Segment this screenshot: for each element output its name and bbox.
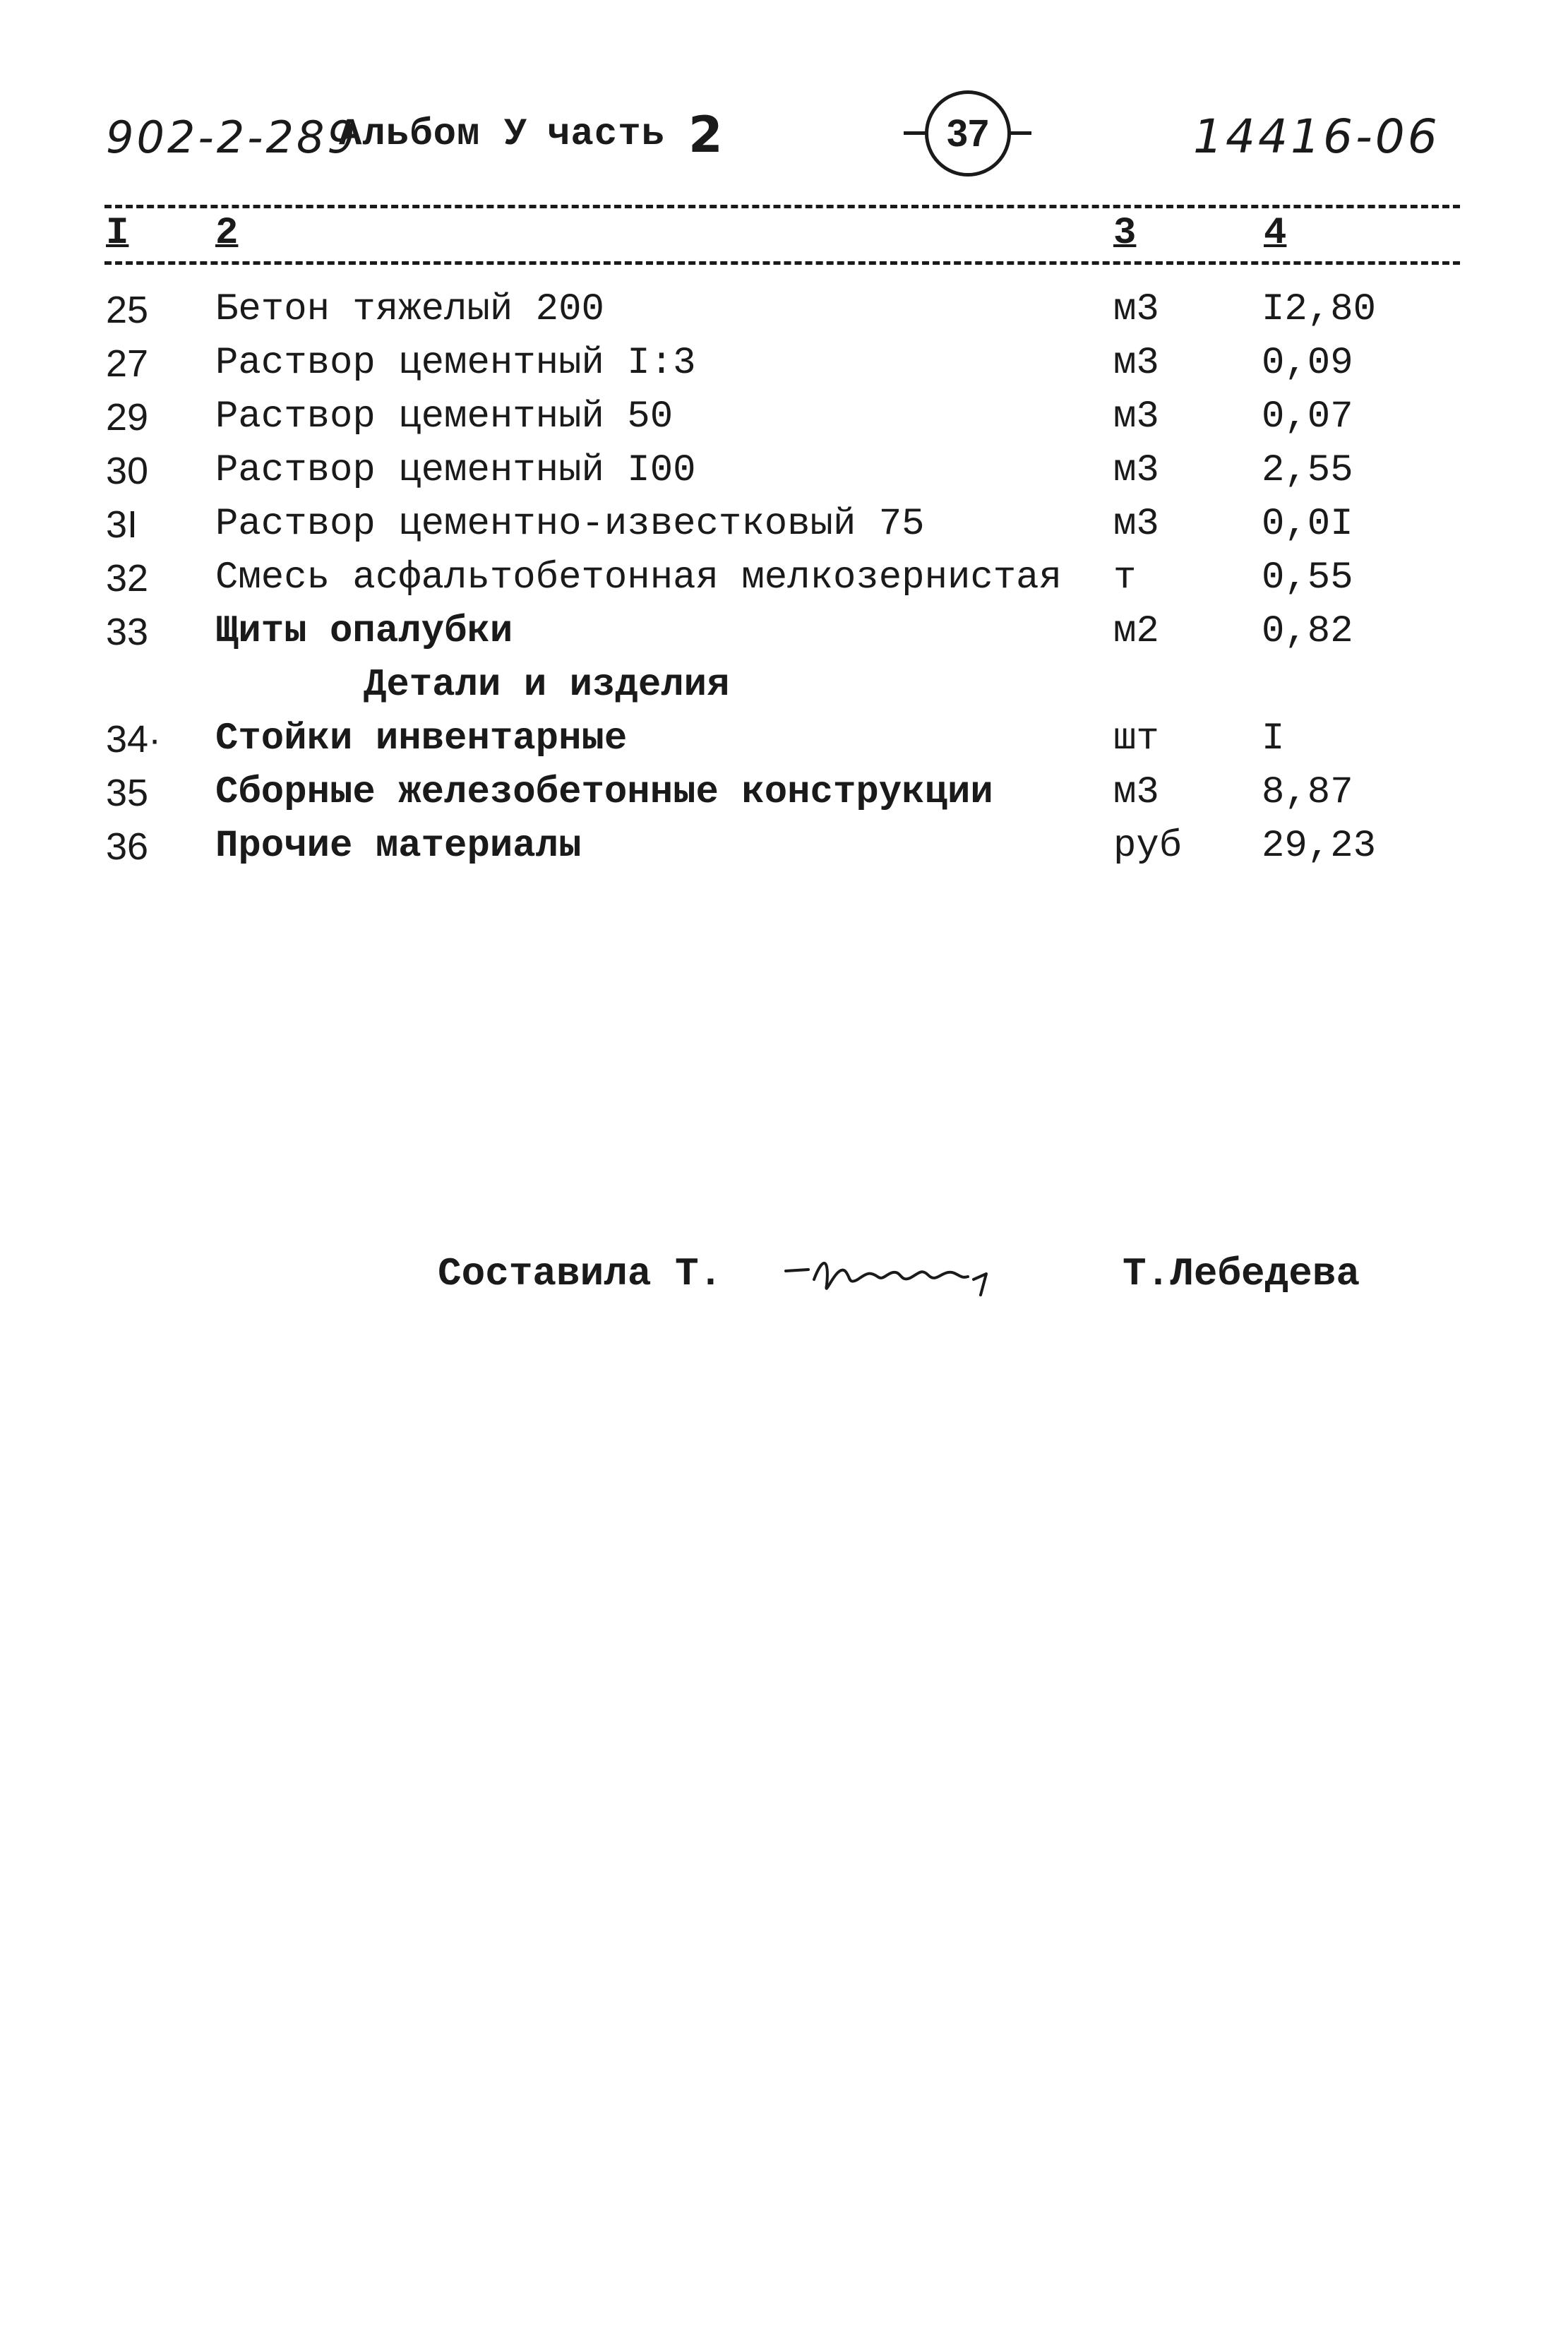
row-unit: м3 <box>1113 288 1159 331</box>
row-unit: м3 <box>1113 771 1159 814</box>
column-header-2: 2 <box>215 212 239 255</box>
row-qty: I <box>1262 717 1285 760</box>
row-qty: 0,07 <box>1262 395 1353 438</box>
row-name: Прочие материалы <box>215 825 582 868</box>
row-number: 35 <box>106 772 149 814</box>
section-title: Детали и изделия <box>364 664 730 707</box>
row-number: 3I <box>106 503 138 546</box>
row-unit: м3 <box>1113 449 1159 492</box>
row-number: 34· <box>106 718 162 760</box>
album-label: Альбом У <box>339 113 528 156</box>
part-number: 2 <box>688 106 723 164</box>
row-qty: I2,80 <box>1262 288 1377 331</box>
row-unit: шт <box>1113 717 1159 760</box>
table-row <box>0 825 1568 878</box>
row-unit: м3 <box>1113 395 1159 438</box>
part-label: часть <box>547 113 666 156</box>
table-row <box>0 503 1568 556</box>
column-header-4: 4 <box>1264 212 1287 255</box>
row-qty: 8,87 <box>1262 771 1353 814</box>
row-name: Раствор цементный I00 <box>215 449 696 492</box>
column-header-1: I <box>106 212 129 255</box>
row-unit: т <box>1113 556 1137 599</box>
table-header-rule <box>104 261 1460 265</box>
table-row <box>0 288 1568 342</box>
row-qty: 2,55 <box>1262 449 1353 492</box>
row-number: 33 <box>106 611 149 653</box>
doc-code: 902-2-289 <box>106 112 358 163</box>
compiled-by-label: Составила Т. <box>438 1251 723 1296</box>
row-unit: м3 <box>1113 503 1159 546</box>
table-row <box>0 771 1568 825</box>
page-number: 37 <box>925 90 1011 177</box>
table-top-rule <box>104 205 1460 208</box>
row-qty: 0,09 <box>1262 342 1353 385</box>
table-row <box>0 395 1568 449</box>
table-row <box>0 556 1568 610</box>
row-number: 27 <box>106 342 149 385</box>
row-number: 36 <box>106 825 149 868</box>
row-name: Бетон тяжелый 200 <box>215 288 604 331</box>
handwritten-signature <box>780 1243 1013 1306</box>
row-unit: руб <box>1113 825 1183 868</box>
row-name: Щиты опалубки <box>215 610 513 653</box>
table-row <box>0 610 1568 664</box>
page-number-tick-left <box>904 131 926 135</box>
row-unit: м2 <box>1113 610 1159 653</box>
row-number: 32 <box>106 557 149 599</box>
row-qty: 0,55 <box>1262 556 1353 599</box>
row-qty: 29,23 <box>1262 825 1377 868</box>
table-row <box>0 717 1568 771</box>
row-unit: м3 <box>1113 342 1159 385</box>
row-name: Сборные железобетонные конструкции <box>215 771 993 814</box>
archive-number: 14416-06 <box>1193 109 1440 164</box>
row-number: 25 <box>106 289 149 331</box>
row-number: 30 <box>106 450 149 492</box>
column-header-3: 3 <box>1113 212 1137 255</box>
row-qty: 0,82 <box>1262 610 1353 653</box>
row-name: Раствор цементный 50 <box>215 395 674 438</box>
row-name: Стойки инвентарные <box>215 717 628 760</box>
signer-name: Т.Лебедева <box>1123 1251 1360 1296</box>
page-number-tick-right <box>1007 131 1031 135</box>
table-row <box>0 342 1568 395</box>
row-name: Смесь асфальтобетонная мелкозернистая <box>215 556 1062 599</box>
row-number: 29 <box>106 396 149 438</box>
row-name: Раствор цементно-известковый 75 <box>215 503 925 546</box>
row-name: Раствор цементный I:3 <box>215 342 696 385</box>
row-qty: 0,0I <box>1262 503 1353 546</box>
table-row <box>0 449 1568 503</box>
